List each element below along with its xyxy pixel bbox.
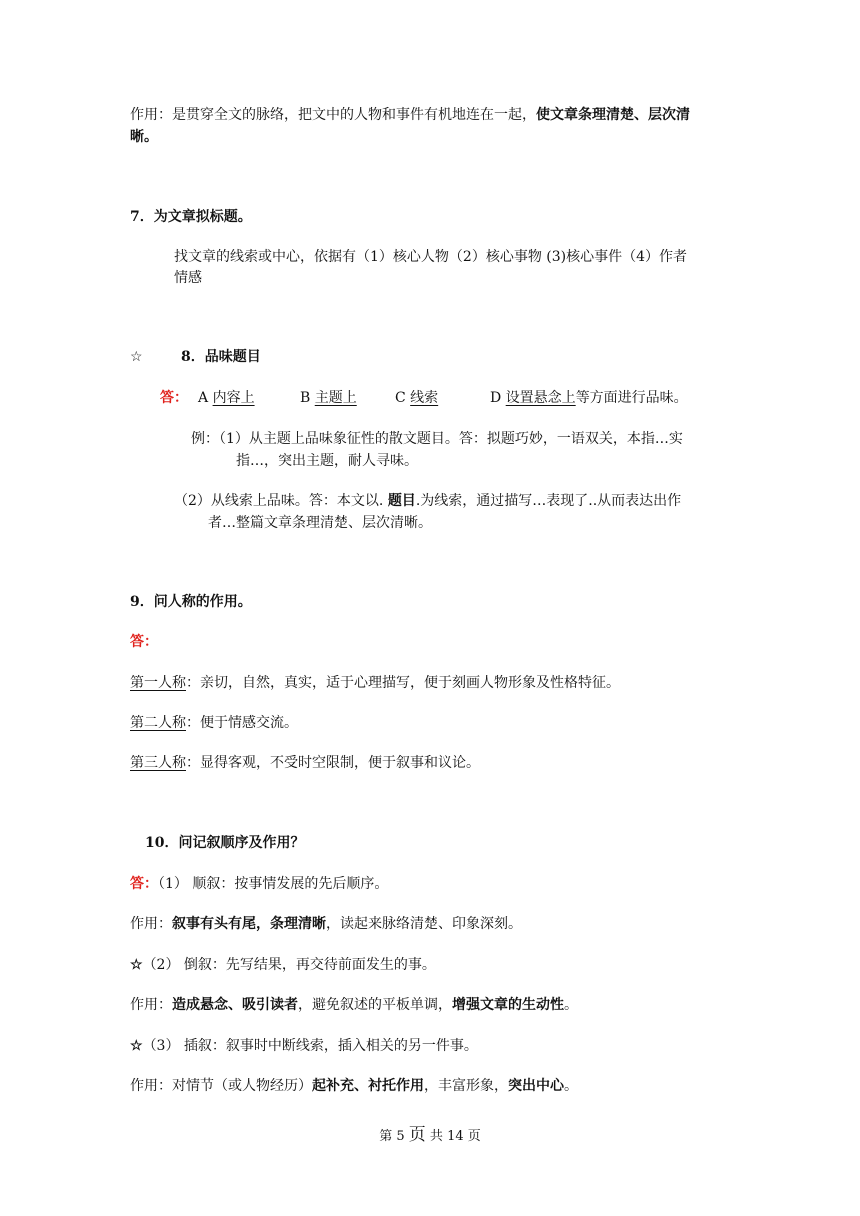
section-9-heading: 9．问人称的作用。 xyxy=(130,594,252,610)
chronological-effect-bold: 叙事有头有尾，条理清晰 xyxy=(172,916,326,932)
example-2-text-b: .为线索，通过描写…表现了..从而表达出作 xyxy=(415,493,682,509)
star-icon: ☆ xyxy=(130,1038,143,1054)
second-person-label: 第二人称 xyxy=(130,715,186,731)
example-1-line-2: 指…，突出主题，耐人寻味。 xyxy=(236,453,418,469)
first-person-text: ：亲切，自然，真实，适于心理描写，便于刻画人物形象及性格特征。 xyxy=(186,675,620,691)
chronological-effect-rest: ，读起来脉络清楚、印象深刻。 xyxy=(326,916,522,932)
section-7-line-2: 情感 xyxy=(174,270,202,286)
page-footer xyxy=(0,1124,860,1148)
option-a-text: 内容上 xyxy=(212,390,255,406)
footer-ye-2: 页 xyxy=(467,1129,481,1144)
option-c-text: 线索 xyxy=(410,390,439,406)
interposed-line xyxy=(130,1035,478,1057)
chronological-effect-prefix: 作用： xyxy=(130,916,172,932)
star-icon: ☆ xyxy=(130,957,143,973)
option-suffix: 等方面进行品味。 xyxy=(575,390,688,406)
chronological-line xyxy=(130,873,388,895)
section-8-answer-line xyxy=(160,387,188,409)
third-person-text: ：显得客观，不受时空限制，便于叙事和议论。 xyxy=(186,755,480,771)
section-10-answer-label: 答： xyxy=(130,876,158,892)
flashback-effect-prefix: 作用： xyxy=(130,997,172,1013)
star-icon: ☆ xyxy=(130,349,143,365)
interposed-effect-mid: ，丰富形象， xyxy=(424,1078,508,1094)
third-person-label: 第三人称 xyxy=(130,755,186,771)
example-2-line-1 xyxy=(174,490,681,512)
interposed-effect-prefix: 作用：对情节（或人物经历） xyxy=(130,1078,312,1094)
example-2-text-a: （2）从线索上品味。答：本文以. xyxy=(174,493,384,509)
interposed-effect-end: 。 xyxy=(564,1078,578,1094)
effect-text: 作用：是贯穿全文的脉络，把文中的人物和事件有机地连在一起， xyxy=(130,107,536,123)
section-9-answer-label: 答： xyxy=(130,634,158,650)
flashback-effect-mid: ，避免叙述的平板单调， xyxy=(298,997,452,1013)
flashback-effect-bold-1: 造成悬念、吸引读者 xyxy=(172,997,298,1013)
second-person-text: ：便于情感交流。 xyxy=(186,715,298,731)
first-person-label: 第一人称 xyxy=(130,675,186,691)
option-d-letter: D xyxy=(490,390,502,406)
flashback-text: （2） 倒叙：先写结果，再交待前面发生的事。 xyxy=(142,957,436,973)
option-b xyxy=(300,387,357,409)
total-pages: 14 xyxy=(447,1129,464,1144)
footer-ye: 页 xyxy=(408,1125,426,1145)
example-2-bold: 题目 xyxy=(387,493,416,509)
effect-line-2: 晰。 xyxy=(130,129,158,145)
section-7-line-1: 找文章的线索或中心，依据有（1）核心人物（2）核心事物 (3)核心事件（4）作者 xyxy=(174,249,688,265)
page-number: 5 xyxy=(396,1129,405,1144)
third-person-line xyxy=(130,752,480,774)
interposed-text: （3） 插叙：叙事时中断线索，插入相关的另一件事。 xyxy=(142,1038,478,1054)
option-b-letter: B xyxy=(300,390,311,406)
effect-line-1 xyxy=(130,104,690,126)
section-8-heading: 8．品味题目 xyxy=(181,349,261,365)
first-person-line xyxy=(130,672,620,694)
option-d xyxy=(490,387,688,409)
option-c xyxy=(395,387,438,409)
option-a-letter: A xyxy=(198,390,209,406)
second-person-line xyxy=(130,712,298,734)
chronological-effect-line xyxy=(130,913,522,935)
option-d-text: 设置悬念上 xyxy=(505,390,576,406)
answer-label: 答： xyxy=(160,390,188,406)
footer-di: 第 xyxy=(379,1129,393,1144)
flashback-effect-end: 。 xyxy=(564,997,578,1013)
section-10-heading: 10．问记叙顺序及作用？ xyxy=(145,835,305,851)
chronological-text: （1） 顺叙：按事情发展的先后顺序。 xyxy=(158,876,389,892)
interposed-effect-line xyxy=(130,1075,578,1097)
option-c-letter: C xyxy=(395,390,406,406)
option-a xyxy=(198,387,255,409)
section-7-heading: 7．为文章拟标题。 xyxy=(130,209,252,225)
footer-gong: 共 xyxy=(429,1129,443,1144)
interposed-effect-bold-1: 起补充、衬托作用 xyxy=(312,1078,424,1094)
interposed-effect-bold-2: 突出中心 xyxy=(508,1078,564,1094)
example-1-line-1: 例：（1）从主题上品味象征性的散文题目。答：拟题巧妙，一语双关，本指…实 xyxy=(191,431,683,447)
flashback-effect-line xyxy=(130,994,578,1016)
flashback-line xyxy=(130,954,436,976)
effect-bold-text: 使文章条理清楚、层次清 xyxy=(536,107,690,123)
flashback-effect-bold-2: 增强文章的生动性 xyxy=(452,997,564,1013)
option-b-text: 主题上 xyxy=(314,390,357,406)
example-2-line-2: 者…整篇文章条理清楚、层次清晰。 xyxy=(208,515,432,531)
